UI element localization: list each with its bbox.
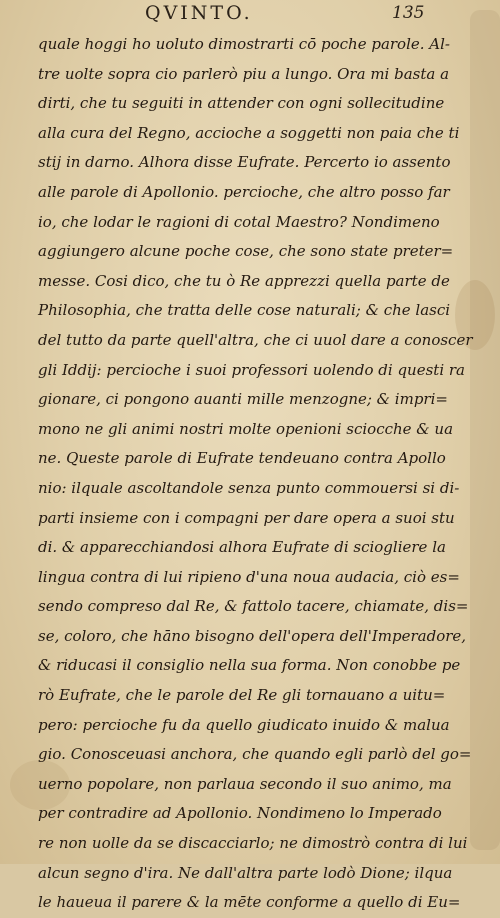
text-line: se, coloro, che hāno bisogno dell'opera dell'Imperadore,	[38, 626, 467, 645]
text-line: parti insieme con i compagni per dare opera a suoi stu	[38, 508, 455, 527]
text-line: nio: ilquale ascoltandole senza punto commouersi si di-	[38, 478, 460, 497]
text-line: pero: percioche fu da quello giudicato inuido & malua	[38, 715, 450, 734]
text-line: gio. Conosceuasi anchora, che quando egli parlò del go=	[38, 745, 472, 764]
text-line: gli Iddij: percioche i suoi professori uolendo di questi ra	[38, 360, 466, 379]
text-line: alcun segno d'ira. Ne dall'altra parte lodò Dione; ilqua	[38, 863, 453, 882]
text-line: stij in darno. Alhora disse Eufrate. Percerto io assento	[38, 153, 451, 172]
text-line: Philosophia, che tratta delle cose naturali; & che lasci	[38, 301, 451, 320]
page-header	[0, 2, 500, 28]
page-edge-shadow	[470, 10, 500, 850]
text-line: alle parole di Apollonio. percioche, che altro posso far	[38, 182, 450, 201]
page-number: 135	[392, 3, 425, 23]
text-line: re non uolle da se discacciarlo; ne dimostrò contra di lui	[38, 834, 468, 853]
text-block	[38, 30, 473, 918]
text-line: lingua contra di lui ripieno d'una noua audacia, ciò es=	[38, 567, 460, 586]
text-line: & riducasi il consiglio nella sua forma. Non conobbe pe	[38, 656, 461, 675]
text-line: quale hoggi ho uoluto dimostrarti cō poche parole. Al-	[38, 35, 450, 53]
text-line: sendo compreso dal Re, & fattolo tacere, chiamate, dis=	[38, 597, 469, 616]
text-line: per contradire ad Apollonio. Nondimeno lo Imperado	[38, 804, 442, 823]
text-line: dirti, che tu seguiti in attender con ogni sollecitudine	[38, 94, 445, 113]
text-line: messe. Cosi dico, che tu ò Re apprezzi quella parte de	[38, 271, 450, 290]
text-line: tre uolte sopra cio parlerò piu a lungo. Ora mi basta a	[38, 64, 450, 83]
text-line: alla cura del Regno, accioche a soggetti non paia che ti	[38, 123, 460, 142]
text-line: rò Eufrate, che le parole del Re gli tornauano a uitu=	[38, 686, 446, 705]
text-line: del tutto da parte quell'altra, che ci uuol dare a conoscer	[38, 330, 473, 349]
text-line: le haueua il parere & la mēte conforme a quello di Eu=	[38, 893, 461, 912]
text-line: io, che lodar le ragioni di cotal Maestro? Nondimeno	[38, 212, 440, 231]
text-line: gionare, ci pongono auanti mille menzogne; & impri=	[38, 390, 448, 409]
text-line: mono ne gli animi nostri molte openioni sciocche & ua	[38, 419, 454, 438]
text-line: di. & apparecchiandosi alhora Eufrate di sciogliere la	[38, 538, 446, 557]
text-line: ne. Queste parole di Eufrate tendeuano contra Apollo	[38, 449, 446, 468]
text-line: aggiungero alcune poche cose, che sono state preter=	[38, 242, 454, 261]
text-line: uerno popolare, non parlaua secondo il suo animo, ma	[38, 774, 452, 793]
running-head: QVINTO.	[145, 2, 253, 24]
